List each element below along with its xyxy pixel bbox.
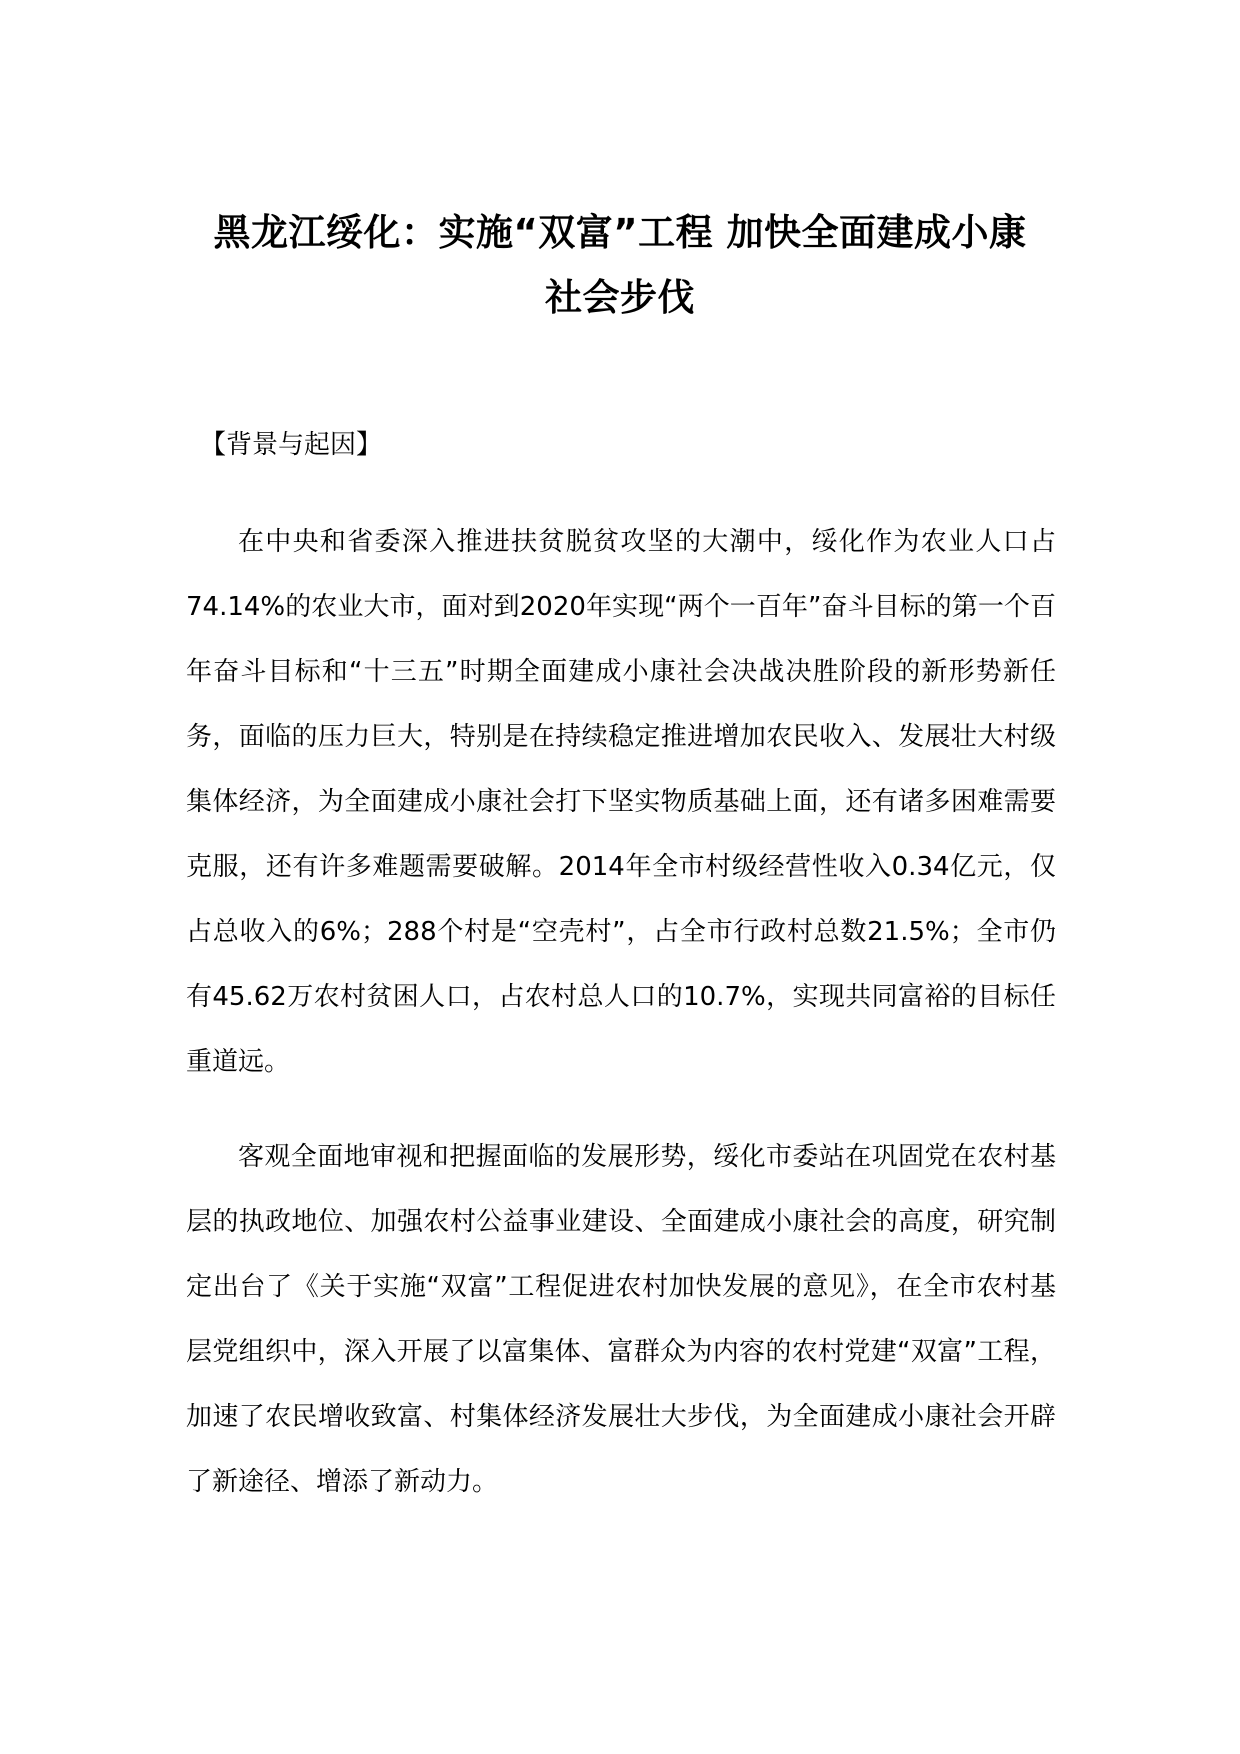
- document-title-line-1: 黑龙江绥化：实施“双富”工程 加快全面建成小康: [213, 211, 1027, 254]
- paragraph-background: 在中央和省委深入推进扶贫脱贫攻坚的大潮中，绥化作为农业人口占74.14%的农业大市，面对到2020年实现“两个一百年”奋斗目标的第一个百年奋斗目标和“十三五”时期全面建成小康社会决战决胜阶段的新形势新任务，面临的压力巨大，特别是在持续稳定推进增加农民收入、发展壮大村级集体经济，为全面建成小康社会打下坚实物质基础上面，还有诸多困难需要克服，还有许多难题需要破解。2014年全市村级经营性收入0.34亿元，仅占总收入的6%；288个村是“空壳村”，占全市行政村总数21.5%；全市仍有45.62万农村贫困人口，占农村总人口的10.7%，实现共同富裕的目标任重道远。: [186, 527, 1056, 1077]
- section-heading: 【背景与起因】: [200, 430, 383, 460]
- document-title-line-2: 社会步伐: [545, 276, 695, 319]
- document-title: [180, 200, 1060, 330]
- paragraph-response: 客观全面地审视和把握面临的发展形势，绥化市委站在巩固党在农村基层的执政地位、加强农村公益事业建设、全面建成小康社会的高度，研究制定出台了《关于实施“双富”工程促进农村加快发展的意见》，在全市农村基层党组织中，深入开展了以富集体、富群众为内容的农村党建“双富”工程，加速了农民增收致富、村集体经济发展壮大步伐，为全面建成小康社会开辟了新途径、增添了新动力。: [186, 1142, 1056, 1497]
